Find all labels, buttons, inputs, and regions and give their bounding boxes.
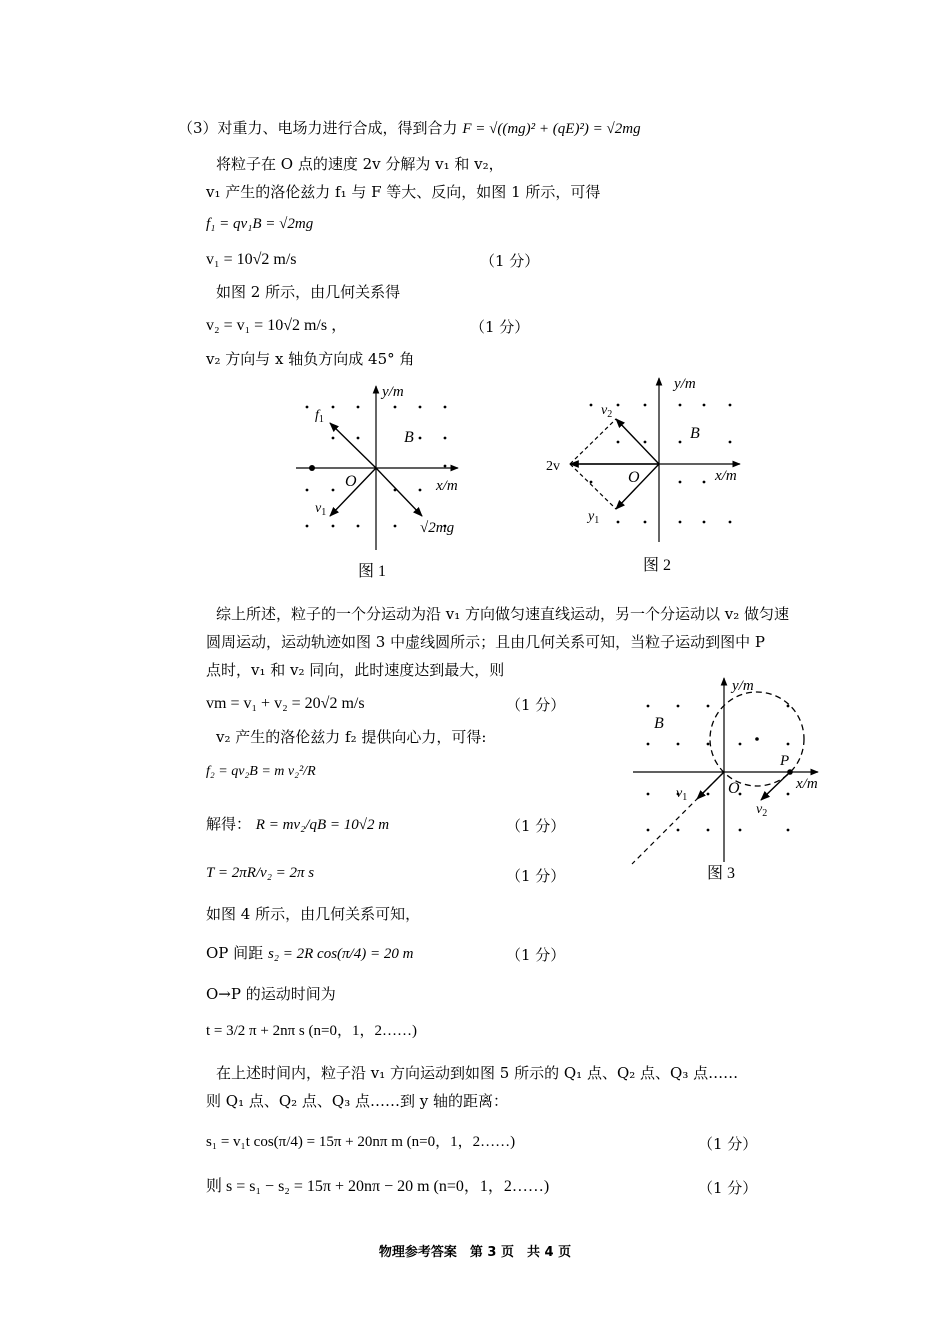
op-distance-equation: s₂ = 2R cos(π/4) = 20 m — [267, 946, 414, 962]
s-equation: 则 s = s₁ − s₂ = 15π + 20nπ − 20 m (n=0，1，2……) — [206, 1178, 550, 1195]
score-s: （1 分） — [698, 1179, 758, 1197]
radius-equation: R = mv₂/qB = 10√2 m — [255, 817, 390, 833]
time-equation: t = 3/2 π + 2nπ s (n=0，1，2……) — [206, 1023, 417, 1039]
motion-time-text: O→P 的运动时间为 — [206, 985, 336, 1003]
field-label: B — [654, 715, 664, 732]
f1-label: $f_1$ — [315, 408, 324, 425]
score-op-distance: （1 分） — [506, 946, 566, 964]
page-footer: 物理参考答案 第 3 页 共 4 页 — [378, 1245, 572, 1260]
solution-part3-intro: （3）对重力、电场力进行合成，得到合力 F = √((mg)² + (qE)²) = √2mg — [178, 119, 641, 137]
field-label: B — [690, 425, 700, 442]
q-points-text: 在上述时间内，粒子沿 v₁ 方向运动到如图 5 所示的 Q₁ 点、Q₂ 点、Q₃ 点…… — [216, 1064, 739, 1082]
lorentz-force-f1-text: v₁ 产生的洛伦兹力 f₁ 与 F 等大、反向，如图 1 所示，可得 — [206, 183, 601, 201]
origin-label: O — [728, 780, 740, 797]
figure-3 — [628, 670, 833, 888]
velocity-decomposition-text: 将粒子在 O 点的速度 2v 分解为 v₁ 和 v₂， — [216, 155, 504, 173]
v2-label: $v_2$ — [601, 403, 613, 420]
figure-3-caption: 图 3 — [707, 865, 736, 882]
v2-vector — [616, 419, 659, 464]
x-axis-label: x/m — [796, 776, 818, 792]
score-radius: （1 分） — [506, 817, 566, 835]
magnetic-field-dots — [647, 705, 790, 832]
figure-1-caption: 图 1 — [358, 563, 387, 580]
origin-label: O — [628, 469, 640, 486]
parallelogram-dashed-upper — [570, 419, 616, 464]
v1-label: $v_1$ — [315, 501, 327, 518]
x-axis-label: x/m — [715, 468, 737, 484]
vmax-equation: vm = v₁ + v₂ = 20√2 m/s — [206, 695, 365, 712]
v1-label: $y_1$ — [588, 509, 600, 526]
f1-vector — [330, 423, 376, 468]
y-axis-label: y/m — [732, 678, 754, 694]
centripetal-force-text: v₂ 产生的洛伦兹力 f₂ 提供向心力，可得: — [216, 728, 487, 746]
v1-equation: v₁ = 10√2 m/s — [206, 251, 297, 268]
figure2-geometry-text: 如图 2 所示，由几何关系得 — [216, 283, 401, 301]
summary-line-1: 综上所述，粒子的一个分运动为沿 v₁ 方向做匀速直线运动，另一个分运动以 v₂ 做匀速 — [216, 605, 790, 623]
score-period: （1 分） — [506, 867, 566, 885]
velocity-2v-label: 2v — [546, 459, 560, 474]
score-v2: （1 分） — [470, 318, 530, 336]
solve-radius: 解得： R = mv₂/qB = 10√2 m — [206, 815, 390, 833]
summary-line-3: 点时，v₁ 和 v₂ 同向，此时速度达到最大，则 — [206, 661, 505, 679]
period-equation: T = 2πR/v₂ = 2π s — [206, 865, 315, 881]
y-axis-label: y/m — [382, 384, 404, 400]
score-vmax: （1 分） — [506, 696, 566, 714]
resultant-force-equation: F = √((mg)² + (qE)²) = √2mg — [462, 121, 641, 137]
v2-direction-text: v₂ 方向与 x 轴负方向成 45° 角 — [206, 350, 415, 368]
distance-to-y-axis-text: 则 Q₁ 点、Q₂ 点、Q₃ 点……到 y 轴的距离： — [206, 1092, 509, 1110]
particle-dot — [309, 465, 315, 471]
figure4-geometry-text: 如图 4 所示，由几何关系可知， — [206, 905, 421, 923]
field-label: B — [404, 429, 414, 446]
figure-1 — [290, 378, 480, 583]
force-label: √2mg — [420, 520, 455, 536]
v2-equation: v₂ = v₁ = 10√2 m/s ， — [206, 317, 348, 334]
v2-vector — [761, 772, 790, 800]
f2-equation: f₂ = qv₂B = m v₂²/R — [206, 764, 316, 779]
s1-equation: s₁ = v₁t cos(π/4) = 15π + 20nπ m (n=0，1，2……) — [206, 1134, 516, 1150]
v1-label: $v_1$ — [676, 786, 688, 803]
v2-label: $v_2$ — [756, 802, 768, 819]
summary-line-2: 圆周运动，运动轨迹如图 3 中虚线圆所示；且由几何关系可知，当粒子运动到图中 P — [206, 633, 765, 651]
score-v1: （1 分） — [480, 252, 540, 270]
v1-vector — [697, 772, 724, 799]
score-s1: （1 分） — [698, 1135, 758, 1153]
circle-center-dot — [755, 737, 759, 741]
x-axis-label: x/m — [436, 478, 458, 494]
f1-equation: f₁ = qv₁B = √2mg — [206, 216, 314, 232]
parallelogram-dashed-lower — [570, 464, 616, 509]
point-p-label: P — [780, 753, 790, 769]
op-distance: OP 间距 s₂ = 2R cos(π/4) = 20 m — [206, 944, 414, 962]
origin-label: O — [345, 473, 357, 490]
figure-2 — [540, 372, 755, 577]
figure-2-caption: 图 2 — [643, 557, 672, 574]
y-axis-label: y/m — [674, 376, 696, 392]
force-vector — [376, 468, 422, 516]
